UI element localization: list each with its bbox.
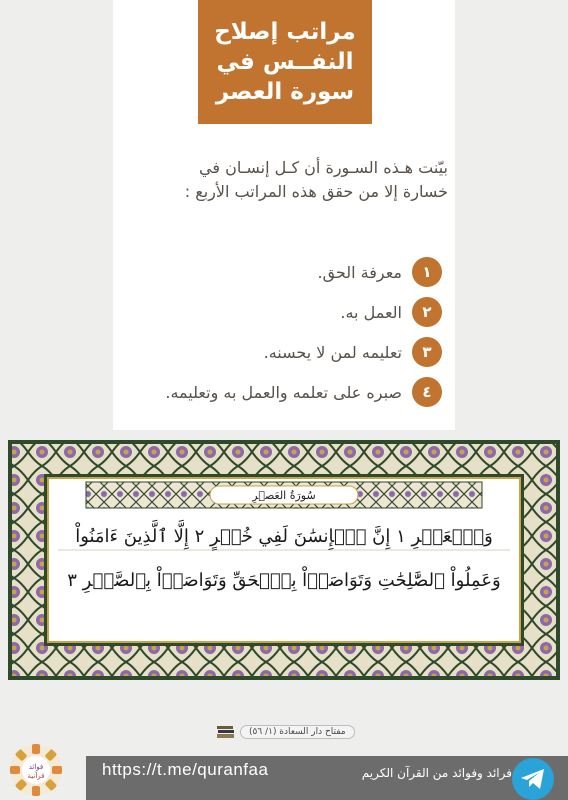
- item-text: معرفة الحق.: [317, 262, 402, 282]
- telegram-plane-glyph: [520, 768, 546, 790]
- surah-name: سُورَةُ العَصۡرِ: [252, 489, 316, 502]
- verse-line-1: وَٱلۡعَصۡرِ ١ إِنَّ ٱلۡإِنسَٰنَ لَفِي خُسۡرٍ ٢ إِلَّا ٱلَّذِينَ ءَامَنُواْ: [75, 526, 493, 547]
- list-item: [122, 252, 442, 292]
- telegram-icon[interactable]: [512, 758, 554, 800]
- citation-text: مفتاح دار السعادة (١/ ٥٦): [240, 725, 355, 739]
- logo-mark: [8, 742, 64, 798]
- levels-list: [122, 252, 442, 412]
- item-number-badge: ٤: [412, 377, 442, 407]
- title-box: [198, 0, 372, 124]
- intro-text: [118, 156, 448, 204]
- quran-frame: [0, 438, 568, 684]
- channel-name: فرائد وفوائد من القرآن الكريم: [361, 766, 512, 780]
- item-number-badge: ١: [412, 257, 442, 287]
- title-line-3: سورة العصر: [215, 79, 355, 105]
- book-stack-icon: [216, 724, 236, 740]
- verse-line-2: وَعَمِلُواْ ٱلصَّٰلِحَٰتِ وَتَوَاصَوۡاْ بِٱلۡحَقِّ وَتَوَاصَوۡاْ بِٱلصَّبۡرِ ٣: [67, 570, 501, 591]
- logo-rosette: [8, 742, 64, 798]
- title-line-1: مراتب إصلاح: [214, 19, 356, 45]
- intro-line-2: خسارة إلا من حقق هذه المراتب الأربع :: [184, 182, 448, 201]
- item-number-badge: ٢: [412, 297, 442, 327]
- item-text: تعليمه لمن لا يحسنه.: [263, 342, 402, 362]
- list-item: [122, 372, 442, 412]
- logo-text-1: فوائد: [28, 763, 44, 771]
- item-text: العمل به.: [340, 302, 402, 322]
- item-text: صبره على تعلمه والعمل به وتعليمه.: [165, 382, 402, 402]
- item-number-badge: ٣: [412, 337, 442, 367]
- logo-text-2: قرآنية: [27, 772, 45, 780]
- title-line-2: النفــس في: [216, 49, 354, 75]
- ornamental-border: [0, 438, 568, 684]
- channel-link[interactable]: https://t.me/quranfaa: [102, 760, 269, 779]
- list-item: [122, 332, 442, 372]
- list-item: [122, 292, 442, 332]
- citation: [216, 722, 368, 742]
- intro-line-1: بيّنت هـذه السـورة أن كـل إنسـان في: [199, 158, 448, 177]
